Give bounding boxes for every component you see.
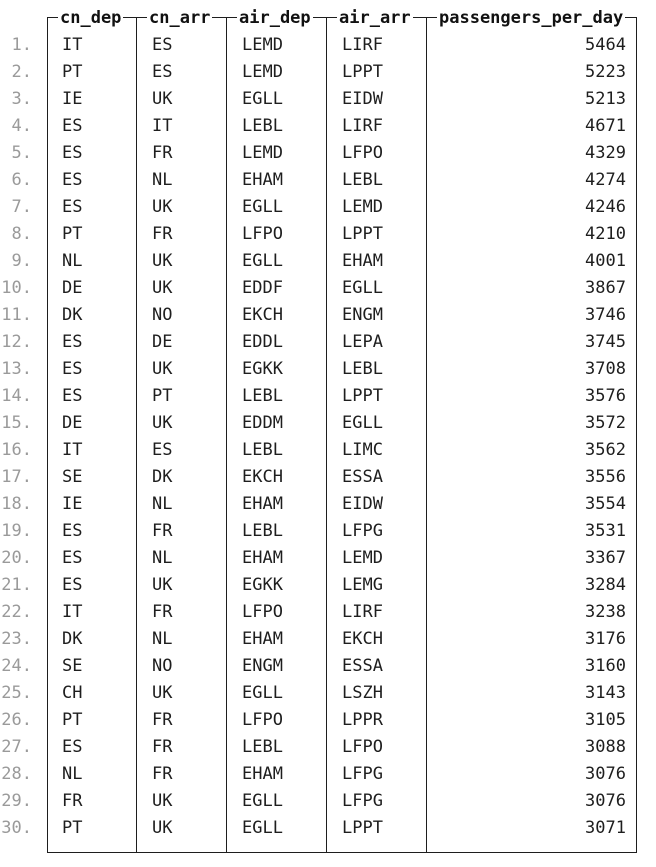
row-number: 12. [1,332,32,352]
table-cell-air-arr: LEMG [342,575,383,595]
table-cell-cn-dep: IE [62,89,83,109]
table-cell-cn-arr: NL [152,548,173,568]
table-cell-air-arr: LFPO [342,143,383,163]
table-cell-air-dep: LEBL [242,440,283,460]
table-cell-air-dep: EGLL [242,791,283,811]
table-cell-cn-dep: SE [62,656,83,676]
row-number: 20. [1,548,32,568]
table-cell-cn-arr: FR [152,521,173,541]
table-cell-cn-dep: FR [62,791,83,811]
table-cell-cn-arr: FR [152,602,173,622]
table-cell-cn-arr: ES [152,62,173,82]
row-number: 23. [1,629,32,649]
table-cell-cn-arr: NL [152,170,173,190]
table-cell-passengers-per-day: 3105 [585,710,626,730]
table-cell-air-dep: LEBL [242,737,283,757]
row-number: 5. [11,143,32,163]
row-number: 26. [1,710,32,730]
table-cell-cn-dep: SE [62,467,83,487]
table-cell-air-arr: LIRF [342,602,383,622]
table-cell-cn-arr: UK [152,89,173,109]
table-cell-cn-arr: ES [152,440,173,460]
table-cell-air-arr: EGLL [342,278,383,298]
table-cell-air-dep: LEBL [242,386,283,406]
table-cell-cn-dep: ES [62,197,83,217]
row-number: 21. [1,575,32,595]
table-cell-passengers-per-day: 3576 [585,386,626,406]
table-cell-air-dep: EGLL [242,683,283,703]
table-cell-cn-dep: IE [62,494,83,514]
table-cell-passengers-per-day: 3160 [585,656,626,676]
table-cell-air-dep: ENGM [242,656,283,676]
row-number: 19. [1,521,32,541]
table-cell-air-arr: LFPG [342,791,383,811]
table-cell-cn-arr: NL [152,494,173,514]
row-number: 29. [1,791,32,811]
row-number: 25. [1,683,32,703]
table-cell-passengers-per-day: 4274 [585,170,626,190]
table-cell-air-dep: LEMD [242,62,283,82]
table-cell-cn-arr: NO [152,656,173,676]
table-cell-air-arr: LPPT [342,224,383,244]
table-cell-air-arr: LPPR [342,710,383,730]
table-cell-cn-arr: NL [152,629,173,649]
table-cell-passengers-per-day: 3088 [585,737,626,757]
column-separator [226,17,227,853]
table-cell-cn-dep: PT [62,710,83,730]
table-cell-air-dep: LFPO [242,710,283,730]
table-cell-air-arr: ESSA [342,467,383,487]
table-cell-passengers-per-day: 3367 [585,548,626,568]
table-cell-cn-arr: UK [152,818,173,838]
table-cell-air-arr: LIRF [342,35,383,55]
row-number: 10. [1,278,32,298]
table-cell-cn-arr: FR [152,224,173,244]
table-cell-air-arr: EIDW [342,89,383,109]
table-cell-air-arr: LEBL [342,170,383,190]
table-cell-cn-arr: FR [152,737,173,757]
table-cell-cn-dep: CH [62,683,83,703]
table-cell-passengers-per-day: 3143 [585,683,626,703]
table-cell-passengers-per-day: 3076 [585,791,626,811]
table-cell-cn-dep: DE [62,278,83,298]
column-header-air-dep: air_dep [239,8,311,28]
table-cell-air-arr: LEBL [342,359,383,379]
column-header-cn-dep: cn_dep [60,8,122,28]
row-number: 15. [1,413,32,433]
table-cell-air-arr: EIDW [342,494,383,514]
table-cell-air-dep: EGKK [242,575,283,595]
table-cell-passengers-per-day: 3071 [585,818,626,838]
row-number: 16. [1,440,32,460]
table-cell-passengers-per-day: 3745 [585,332,626,352]
table-cell-passengers-per-day: 4329 [585,143,626,163]
table-cell-air-arr: LEPA [342,332,383,352]
row-number: 9. [11,251,32,271]
table-cell-cn-dep: IT [62,440,83,460]
table-cell-air-dep: LEBL [242,521,283,541]
table-cell-passengers-per-day: 4210 [585,224,626,244]
table-cell-cn-dep: ES [62,116,83,136]
table-cell-passengers-per-day: 3708 [585,359,626,379]
row-number: 14. [1,386,32,406]
table-cell-cn-arr: UK [152,575,173,595]
table-cell-air-dep: EDDF [242,278,283,298]
table-cell-air-dep: LEBL [242,116,283,136]
table-cell-cn-dep: ES [62,359,83,379]
table-cell-passengers-per-day: 3284 [585,575,626,595]
table-cell-air-arr: ENGM [342,305,383,325]
table-cell-air-arr: EHAM [342,251,383,271]
table-cell-cn-dep: NL [62,764,83,784]
table-cell-passengers-per-day: 3746 [585,305,626,325]
table-cell-cn-arr: UK [152,197,173,217]
row-number: 17. [1,467,32,487]
table-cell-cn-arr: PT [152,386,173,406]
row-number: 4. [11,116,32,136]
table-cell-passengers-per-day: 3531 [585,521,626,541]
table-cell-air-dep: EKCH [242,305,283,325]
table-cell-air-arr: LPPT [342,386,383,406]
table-cell-passengers-per-day: 4246 [585,197,626,217]
table-cell-passengers-per-day: 3572 [585,413,626,433]
column-separator [326,17,327,853]
row-number: 11. [1,305,32,325]
table-cell-passengers-per-day: 3176 [585,629,626,649]
table-cell-air-arr: LFPG [342,521,383,541]
column-header-passengers-per-day: passengers_per_day [439,8,624,28]
table-cell-cn-dep: ES [62,548,83,568]
table-cell-passengers-per-day: 5464 [585,35,626,55]
row-number: 27. [1,737,32,757]
table-cell-air-dep: EDDL [242,332,283,352]
table-cell-passengers-per-day: 3238 [585,602,626,622]
table-cell-air-arr: LPPT [342,818,383,838]
table-cell-cn-arr: DK [152,467,173,487]
table-cell-air-arr: LFPO [342,737,383,757]
table-cell-cn-arr: UK [152,791,173,811]
table-cell-air-dep: EHAM [242,764,283,784]
table-cell-cn-dep: PT [62,62,83,82]
table-cell-air-dep: EHAM [242,494,283,514]
table-cell-air-arr: LEMD [342,197,383,217]
table-cell-air-arr: EKCH [342,629,383,649]
table-cell-air-arr: LIMC [342,440,383,460]
table-cell-cn-dep: PT [62,818,83,838]
table-cell-air-dep: LFPO [242,224,283,244]
table-cell-cn-arr: UK [152,683,173,703]
table-cell-cn-dep: DK [62,629,83,649]
column-separator [136,17,137,853]
table-cell-air-dep: LEMD [242,35,283,55]
table-cell-cn-arr: DE [152,332,173,352]
table-cell-air-arr: LSZH [342,683,383,703]
table-cell-air-dep: EDDM [242,413,283,433]
table-cell-cn-arr: FR [152,710,173,730]
table-cell-air-arr: LPPT [342,62,383,82]
table-cell-passengers-per-day: 3562 [585,440,626,460]
table-cell-cn-arr: FR [152,764,173,784]
table-cell-air-dep: LFPO [242,602,283,622]
row-number: 24. [1,656,32,676]
table-cell-passengers-per-day: 3076 [585,764,626,784]
table-cell-air-dep: EHAM [242,548,283,568]
table-cell-cn-dep: IT [62,602,83,622]
row-number: 3. [11,89,32,109]
table-cell-cn-arr: UK [152,278,173,298]
row-number: 13. [1,359,32,379]
table-cell-air-arr: ESSA [342,656,383,676]
table-cell-cn-dep: ES [62,575,83,595]
table-cell-cn-dep: ES [62,737,83,757]
table-cell-cn-dep: ES [62,332,83,352]
row-number: 1. [11,35,32,55]
table-cell-air-arr: LIRF [342,116,383,136]
table-cell-cn-dep: ES [62,143,83,163]
table-cell-cn-dep: PT [62,224,83,244]
table-right-border [636,17,637,853]
table-cell-air-dep: EGLL [242,818,283,838]
table-cell-air-dep: EGKK [242,359,283,379]
table-cell-air-dep: EGLL [242,251,283,271]
row-number: 30. [1,818,32,838]
column-header-air-arr: air_arr [339,8,411,28]
table-cell-cn-arr: IT [152,116,173,136]
table-cell-air-arr: LEMD [342,548,383,568]
table-left-border [47,17,48,853]
table-cell-cn-dep: NL [62,251,83,271]
table-cell-air-arr: LFPG [342,764,383,784]
table-cell-cn-dep: DK [62,305,83,325]
row-number: 28. [1,764,32,784]
column-separator [426,17,427,853]
table-cell-cn-arr: UK [152,359,173,379]
row-number: 7. [11,197,32,217]
table-cell-air-dep: LEMD [242,143,283,163]
table-cell-cn-dep: ES [62,386,83,406]
table-cell-passengers-per-day: 5223 [585,62,626,82]
table-cell-passengers-per-day: 5213 [585,89,626,109]
table-cell-cn-dep: IT [62,35,83,55]
table-cell-air-dep: EKCH [242,467,283,487]
table-cell-cn-arr: NO [152,305,173,325]
table-cell-cn-dep: ES [62,521,83,541]
table-cell-air-dep: EHAM [242,170,283,190]
row-number: 2. [11,62,32,82]
table-cell-air-dep: EGLL [242,89,283,109]
table-cell-cn-dep: DE [62,413,83,433]
table-cell-cn-arr: UK [152,251,173,271]
table-cell-cn-dep: ES [62,170,83,190]
table-cell-air-dep: EHAM [242,629,283,649]
row-number: 18. [1,494,32,514]
table-cell-cn-arr: ES [152,35,173,55]
row-number: 22. [1,602,32,622]
table-cell-air-arr: EGLL [342,413,383,433]
table-cell-passengers-per-day: 3867 [585,278,626,298]
row-number: 8. [11,224,32,244]
table-cell-air-dep: EGLL [242,197,283,217]
table-cell-passengers-per-day: 3554 [585,494,626,514]
table-cell-passengers-per-day: 4671 [585,116,626,136]
table-cell-cn-arr: UK [152,413,173,433]
column-header-cn-arr: cn_arr [149,8,211,28]
row-number: 6. [11,170,32,190]
table-cell-passengers-per-day: 4001 [585,251,626,271]
table-cell-passengers-per-day: 3556 [585,467,626,487]
table-cell-cn-arr: FR [152,143,173,163]
